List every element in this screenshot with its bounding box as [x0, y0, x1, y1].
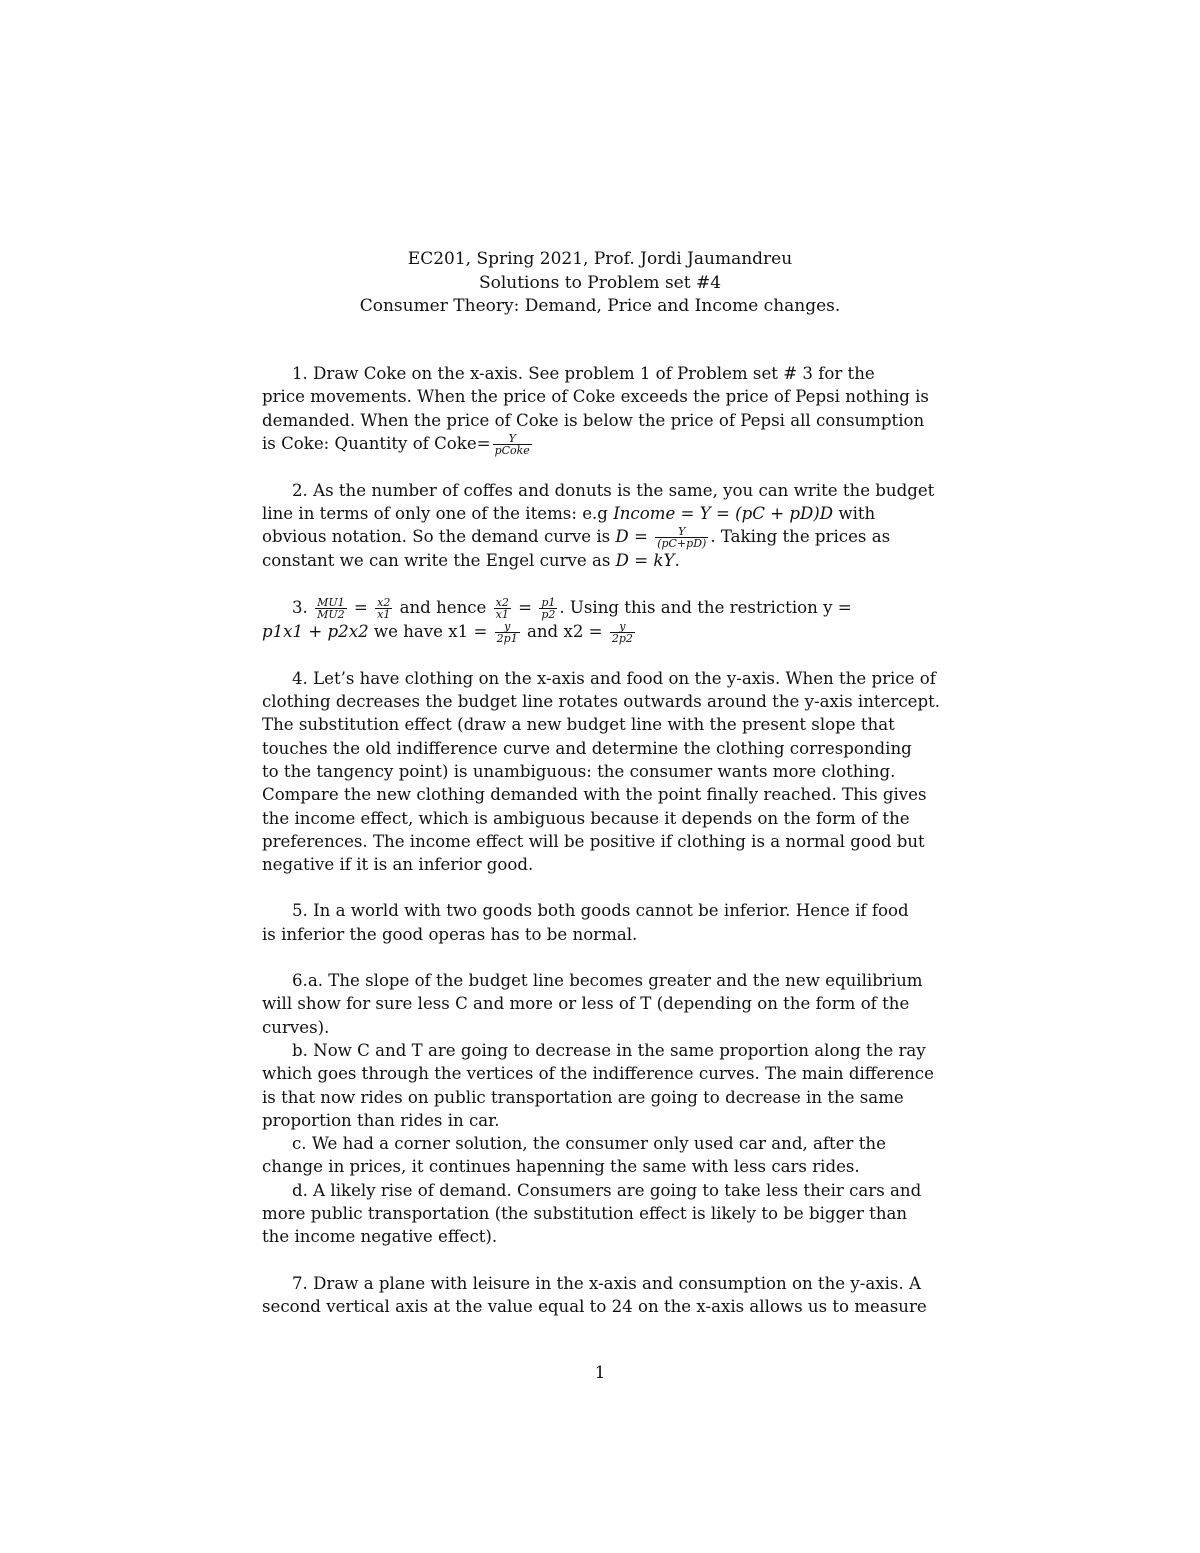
- fraction-numerator: y: [610, 621, 635, 633]
- solution-4-line: negative if it is an inferior good.: [262, 855, 534, 875]
- solution-1-line: 1. Draw Coke on the x-axis. See problem 1 of Problem set # 3 for the: [292, 364, 875, 383]
- fraction-denominator: pCoke: [494, 443, 530, 457]
- solution-3: [262, 596, 936, 644]
- solution-6b-line: is that now rides on public transportation are going to decrease in the same: [262, 1087, 904, 1107]
- solution-6b-line: proportion than rides in car.: [262, 1110, 500, 1130]
- document-body: [262, 362, 941, 1341]
- solution-2-line: [262, 502, 936, 525]
- solution-2-text: line in terms of only one of the items: e.g: [262, 504, 614, 524]
- solution-4: [262, 667, 941, 877]
- fraction-numerator: y: [495, 621, 520, 633]
- solution-1-text: is Coke: Quantity of Coke=: [262, 433, 491, 453]
- restriction-equation: p1x1 + p2x2: [262, 621, 369, 641]
- solution-6d-line: the income negative effect).: [262, 1227, 498, 1247]
- solution-1: [262, 362, 936, 456]
- solution-4-line: touches the old indifference curve and determine the clothing corresponding: [262, 738, 912, 758]
- coke-quantity-fraction: [493, 433, 532, 456]
- fraction-denominator: 2p2: [611, 631, 633, 645]
- fraction-denominator: p2: [541, 607, 556, 621]
- solution-3-text: 3.: [292, 597, 314, 617]
- solution-4-line: to the tangency point) is unambiguous: the consumer wants more clothing.: [262, 761, 896, 781]
- fraction-denominator: 2p1: [496, 631, 518, 645]
- document-header: [0, 248, 1200, 319]
- equals-sign: =: [512, 597, 538, 617]
- solution-4-line: 4. Let’s have clothing on the x-axis and food on the y-axis. When the price of: [292, 668, 936, 688]
- solution-1-line: [262, 432, 936, 456]
- document-subtitle: Consumer Theory: Demand, Price and Income changes.: [359, 296, 841, 316]
- solution-4-line: The substitution effect (draw a new budget line with the present slope that: [262, 715, 895, 735]
- solution-2-text: . Taking the prices as: [710, 527, 891, 547]
- solution-6a-line: will show for sure less C and more or less of T (depending on the form of the: [262, 994, 910, 1014]
- solution-5-line: 5. In a world with two goods both goods cannot be inferior. Hence if food: [292, 901, 909, 921]
- document-title: Solutions to Problem set #4: [478, 272, 722, 293]
- fraction-denominator: x1: [495, 607, 509, 621]
- fraction-denominator: MU2: [317, 607, 345, 621]
- fraction-numerator: MU1: [317, 595, 345, 609]
- demand-equation: D =: [615, 527, 654, 547]
- x-ratio-fraction: [494, 597, 511, 620]
- solution-5: [262, 899, 936, 946]
- solution-2-text: .: [674, 551, 680, 571]
- fraction-numerator: Y: [493, 433, 532, 445]
- solution-2-text: obvious notation. So the demand curve is: [262, 527, 616, 547]
- solution-3-text: and x2 =: [521, 621, 608, 641]
- solution-6: [262, 969, 936, 1249]
- solution-6c-line: c. We had a corner solution, the consumer only used car and, after the: [292, 1134, 886, 1154]
- solution-6d-line: more public transportation (the substitution effect is likely to be bigger than: [262, 1204, 908, 1224]
- solution-2-text: with: [833, 504, 876, 524]
- fraction-numerator: x2: [495, 595, 509, 609]
- fraction-denominator: x1: [377, 607, 391, 621]
- course-title: EC201, Spring 2021, Prof. Jordi Jaumandreu: [407, 249, 793, 269]
- solution-7-line: 7. Draw a plane with leisure in the x-axis and consumption on the y-axis. A: [292, 1273, 921, 1293]
- solution-2-line: [262, 549, 936, 572]
- solution-4-line: preferences. The income effect will be positive if clothing is a normal good but: [262, 831, 925, 851]
- solution-2: [262, 479, 936, 573]
- solution-4-line: clothing decreases the budget line rotates outwards around the y-axis intercept.: [262, 692, 941, 712]
- solution-7-line: second vertical axis at the value equal to 24 on the x-axis allows us to measure: [262, 1296, 927, 1316]
- fraction-denominator: (pC+pD): [657, 537, 707, 551]
- price-ratio-fraction: [539, 597, 557, 620]
- solution-2-line: 2. As the number of coffes and donuts is the same, you can write the budget: [292, 480, 935, 500]
- x1-fraction: [495, 621, 520, 644]
- engel-equation: D = kY: [615, 551, 675, 571]
- page-number: 1: [594, 1363, 606, 1383]
- solution-1-line: demanded. When the price of Coke is below the price of Pepsi all consumption: [262, 410, 925, 430]
- fraction-numerator: p1: [541, 595, 556, 609]
- solution-5-line: is inferior the good operas has to be normal.: [262, 924, 638, 944]
- solution-3-line: [262, 596, 936, 620]
- x-ratio-fraction: [375, 597, 392, 620]
- solution-6c-line: change in prices, it continues hapenning the same with less cars rides.: [262, 1157, 860, 1177]
- solution-6b-line: b. Now C and T are going to decrease in the same proportion along the ray: [292, 1040, 926, 1060]
- solution-6b-line: which goes through the vertices of the indifference curves. The main difference: [262, 1064, 934, 1084]
- solution-3-text: . Using this and the restriction y =: [559, 597, 852, 617]
- solution-3-text: and hence: [394, 597, 492, 617]
- solution-3-line: [262, 620, 936, 644]
- equals-sign: =: [348, 597, 374, 617]
- solution-6d-line: d. A likely rise of demand. Consumers are going to take less their cars and: [292, 1180, 922, 1200]
- budget-equation: Income = Y = (pC + pD)D: [613, 504, 834, 524]
- solution-4-line: Compare the new clothing demanded with the point finally reached. This gives: [262, 785, 927, 805]
- solution-6a-line: 6.a. The slope of the budget line becomes greater and the new equilibrium: [292, 971, 923, 991]
- solution-4-line: the income effect, which is ambiguous because it depends on the form of the: [262, 808, 910, 828]
- solution-2-text: constant we can write the Engel curve as: [262, 551, 616, 571]
- x2-fraction: [610, 621, 635, 644]
- solution-3-text: we have x1 =: [368, 621, 493, 641]
- solution-1-line: price movements. When the price of Coke exceeds the price of Pepsi nothing is: [262, 387, 929, 407]
- mu-ratio-fraction: [315, 597, 347, 620]
- solution-6a-line: curves).: [262, 1017, 330, 1037]
- fraction-numerator: x2: [377, 595, 391, 609]
- demand-fraction: [655, 526, 708, 549]
- solution-2-line: [262, 525, 936, 549]
- solution-7: [262, 1272, 936, 1319]
- fraction-numerator: Y: [655, 526, 708, 538]
